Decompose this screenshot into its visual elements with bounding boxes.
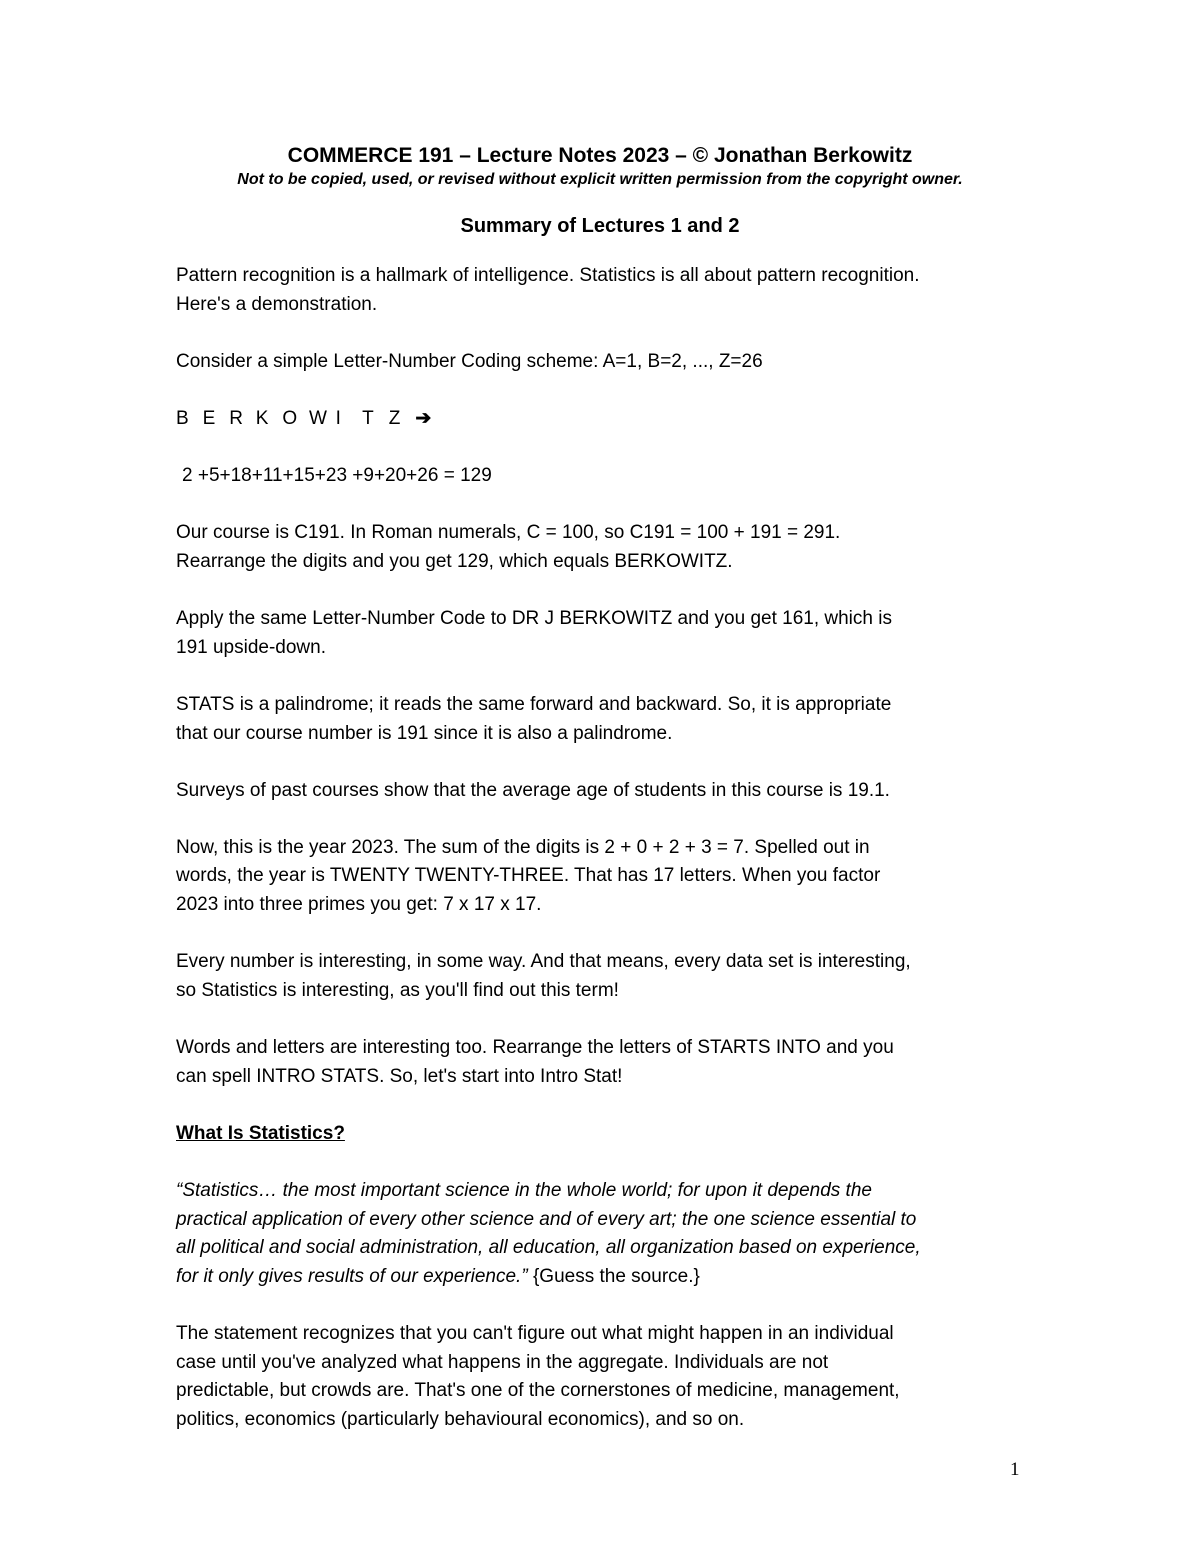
letter-item: O xyxy=(282,407,298,429)
paragraph-upside-down: Apply the same Letter-Number Code to DR J BERKOWITZ and you get 161, which is 191 upside-down. xyxy=(176,608,892,658)
paragraph-pattern-recognition: Pattern recognition is a hallmark of intelligence. Statistics is all about pattern recognition. Here's a demonstration. xyxy=(176,265,920,315)
document-body xyxy=(176,262,1036,1463)
copyright-notice: Not to be copied, used, or revised without explicit written permission from the copyright owner. xyxy=(237,171,963,188)
page-number: 1 xyxy=(1010,1459,1020,1480)
letter-item: Z xyxy=(388,407,401,429)
letter-sum: 2 +5+18+11+15+23 +9+20+26 = 129 xyxy=(182,465,492,487)
letter-item: R xyxy=(229,407,243,429)
quote-paragraph xyxy=(176,1177,1036,1291)
quote-note: {Guess the source.} xyxy=(527,1265,700,1287)
document-title: COMMERCE 191 – Lecture Notes 2023 – © Jonathan Berkowitz xyxy=(287,144,913,167)
paragraph-aggregate: The statement recognizes that you can't figure out what might happen in an individual case until you've analyzed what happens in the aggregate. Individuals are not predictable, but crowds are. That's one of the cornerstones of medicine, management, politics, economics (particularly behavioural economics), and so on. xyxy=(176,1322,900,1430)
letter-item: W xyxy=(308,407,327,429)
letter-item: B xyxy=(176,407,189,429)
letter-item: T xyxy=(362,407,374,429)
paragraph-every-number: Every number is interesting, in some way. And that means, every data set is interesting, so Statistics is interesting, as you'll find out this term! xyxy=(176,951,911,1001)
letter-item: K xyxy=(255,407,269,429)
letter-item: E xyxy=(202,407,216,429)
quote-text: “Statistics… the most important science in the whole world; for upon it depends the practical application of every other science and of every art; the one science essential to all political and social administration, all education, all organization based on experience, for it only gives results of our experience.” xyxy=(176,1180,921,1287)
letter-sequence xyxy=(176,376,1036,433)
paragraph-roman-numerals: Our course is C191. In Roman numerals, C = 100, so C191 = 100 + 191 = 291. Rearrange the digits and you get 129, which equals BERKOWITZ. xyxy=(176,522,841,572)
paragraph-year: Now, this is the year 2023. The sum of the digits is 2 + 0 + 2 + 3 = 7. Spelled out in words, the year is TWENTY TWENTY-THREE. That has 17 letters. When you factor 2023 into three primes you get: 7 x 17 x 17. xyxy=(176,836,881,916)
paragraph-coding-scheme: Consider a simple Letter-Number Coding scheme: A=1, B=2, ..., Z=26 xyxy=(176,350,763,372)
paragraph-palindrome: STATS is a palindrome; it reads the same forward and backward. So, it is appropriate that our course number is 191 since it is also a palindrome. xyxy=(176,693,892,744)
letter-item: I xyxy=(335,407,341,429)
right-arrow-icon: ➔ xyxy=(415,407,432,429)
subheading-what-is-statistics: What Is Statistics? xyxy=(176,1122,345,1144)
paragraph-words-letters: Words and letters are interesting too. Rearrange the letters of STARTS INTO and you can spell INTRO STATS. So, let's start into Intro Stat! xyxy=(176,1037,894,1087)
paragraph-average-age: Surveys of past courses show that the average age of students in this course is 19.1. xyxy=(176,779,890,801)
section-title: Summary of Lectures 1 and 2 xyxy=(460,215,740,237)
